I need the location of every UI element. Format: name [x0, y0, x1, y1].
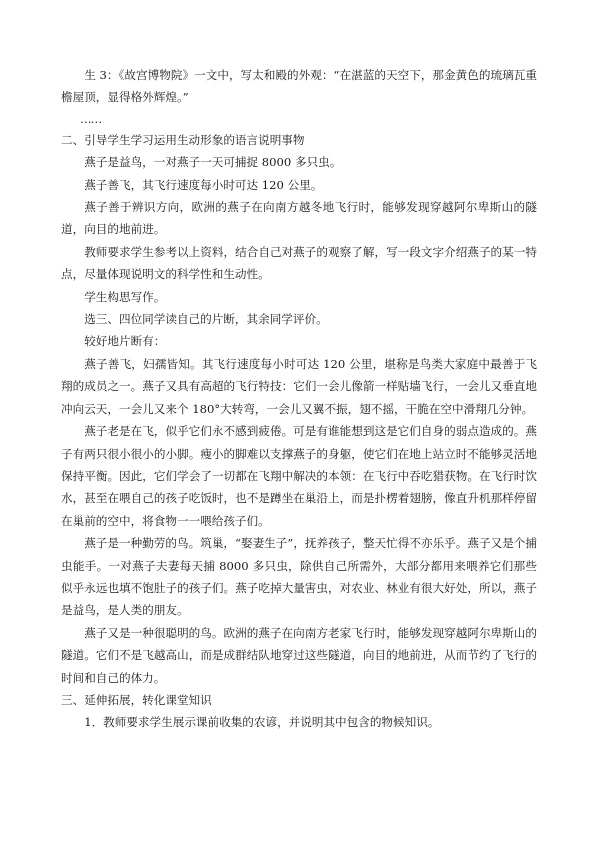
- ellipsis: ……: [80, 111, 102, 126]
- peer-review: 选三、四位同学读自己的片断，其余同学评价。: [84, 312, 328, 327]
- good-excerpts-label: 较好地片断有：: [84, 334, 166, 349]
- excerpt-hardworking: 燕子是一种勤劳的鸟。筑巢，“娶妻生子”，抚养孩子，整天忙得不亦乐乎。燕子又是个捕虫能手。一对燕子夫妻每天捕 8000 多只虫，除供自己所需外，大部分都用来喂养它们那些似乎永远也填不饱肚子的孩子们。燕子吃掉大量害虫，对农业、林业有很大好处，所以，燕子是益鸟，是人类的朋友。: [61, 536, 537, 618]
- proverb-task: 1．教师要求学生展示课前收集的农谚，并说明其中包含的物候知识。: [84, 715, 440, 730]
- document-body: [61, 64, 537, 734]
- teacher-instruction: 教师要求学生参考以上资料，结合自己对燕子的观察了解，写一段文字介绍燕子的某一特点，尽量体现说明文的科学性和生动性。: [61, 244, 537, 282]
- section-heading-3: 三、延伸拓展，转化课堂知识: [61, 692, 212, 707]
- fact-flight-speed: 燕子善飞，其飞行速度每小时可达 120 公里。: [84, 177, 323, 192]
- excerpt-flight: 燕子善飞，妇孺皆知。其飞行速度每小时可达 120 公里，堪称是鸟类大家庭中最善于飞翔的成员之一。燕子又具有高超的飞行特技：它们一会儿像箭一样贴墙飞行，一会儿又垂直地冲向云天，一会儿又来个 180°大转弯，一会儿又翼不振，翅不摇，干脆在空中滑翔几分钟。: [61, 356, 537, 416]
- section-heading-2: 二、引导学生学习运用生动形象的语言说明事物: [61, 132, 305, 147]
- student-writing: 学生构思写作。: [84, 289, 166, 304]
- student-3-quote: 生 3：《故宫博物院》一文中，写太和殿的外观：“在湛蓝的天空下，那金黄色的琉璃瓦重檐屋顶，显得格外辉煌。”: [61, 68, 537, 105]
- excerpt-clever: 燕子又是一种很聪明的鸟。欧洲的燕子在向南方老家飞行时，能够发现穿越阿尔卑斯山的隧道。它们不是飞越高山，而是成群结队地穿过这些隧道，向目的地前进，从而节约了飞行的时间和自己的体力。: [61, 625, 537, 685]
- fact-beneficial-bird: 燕子是益鸟，一对燕子一天可捕捉 8000 多只虫。: [84, 155, 342, 170]
- fact-navigation: 燕子善于辨识方向，欧洲的燕子在向南方越冬地飞行时，能够发现穿越阿尔卑斯山的隧道，向目的地前进。: [61, 200, 537, 237]
- excerpt-always-flying: 燕子老是在飞，似乎它们永不感到疲倦。可是有谁能想到这是它们自身的弱点造成的。燕子有两只很小很小的小脚。瘦小的脚难以支撑燕子的身躯，使它们在地上站立时不能够灵活地保持平衡。因此，它们学会了一切都在飞翔中解决的本领：在飞行中吞吃猎获物。在飞行时饮水，甚至在喂自己的孩子吃饭时，也不是蹲坐在巢沿上，而是扑楞着翅膀，像直升机那样停留在巢前的空中，将食物一一喂给孩子们。: [61, 424, 537, 528]
